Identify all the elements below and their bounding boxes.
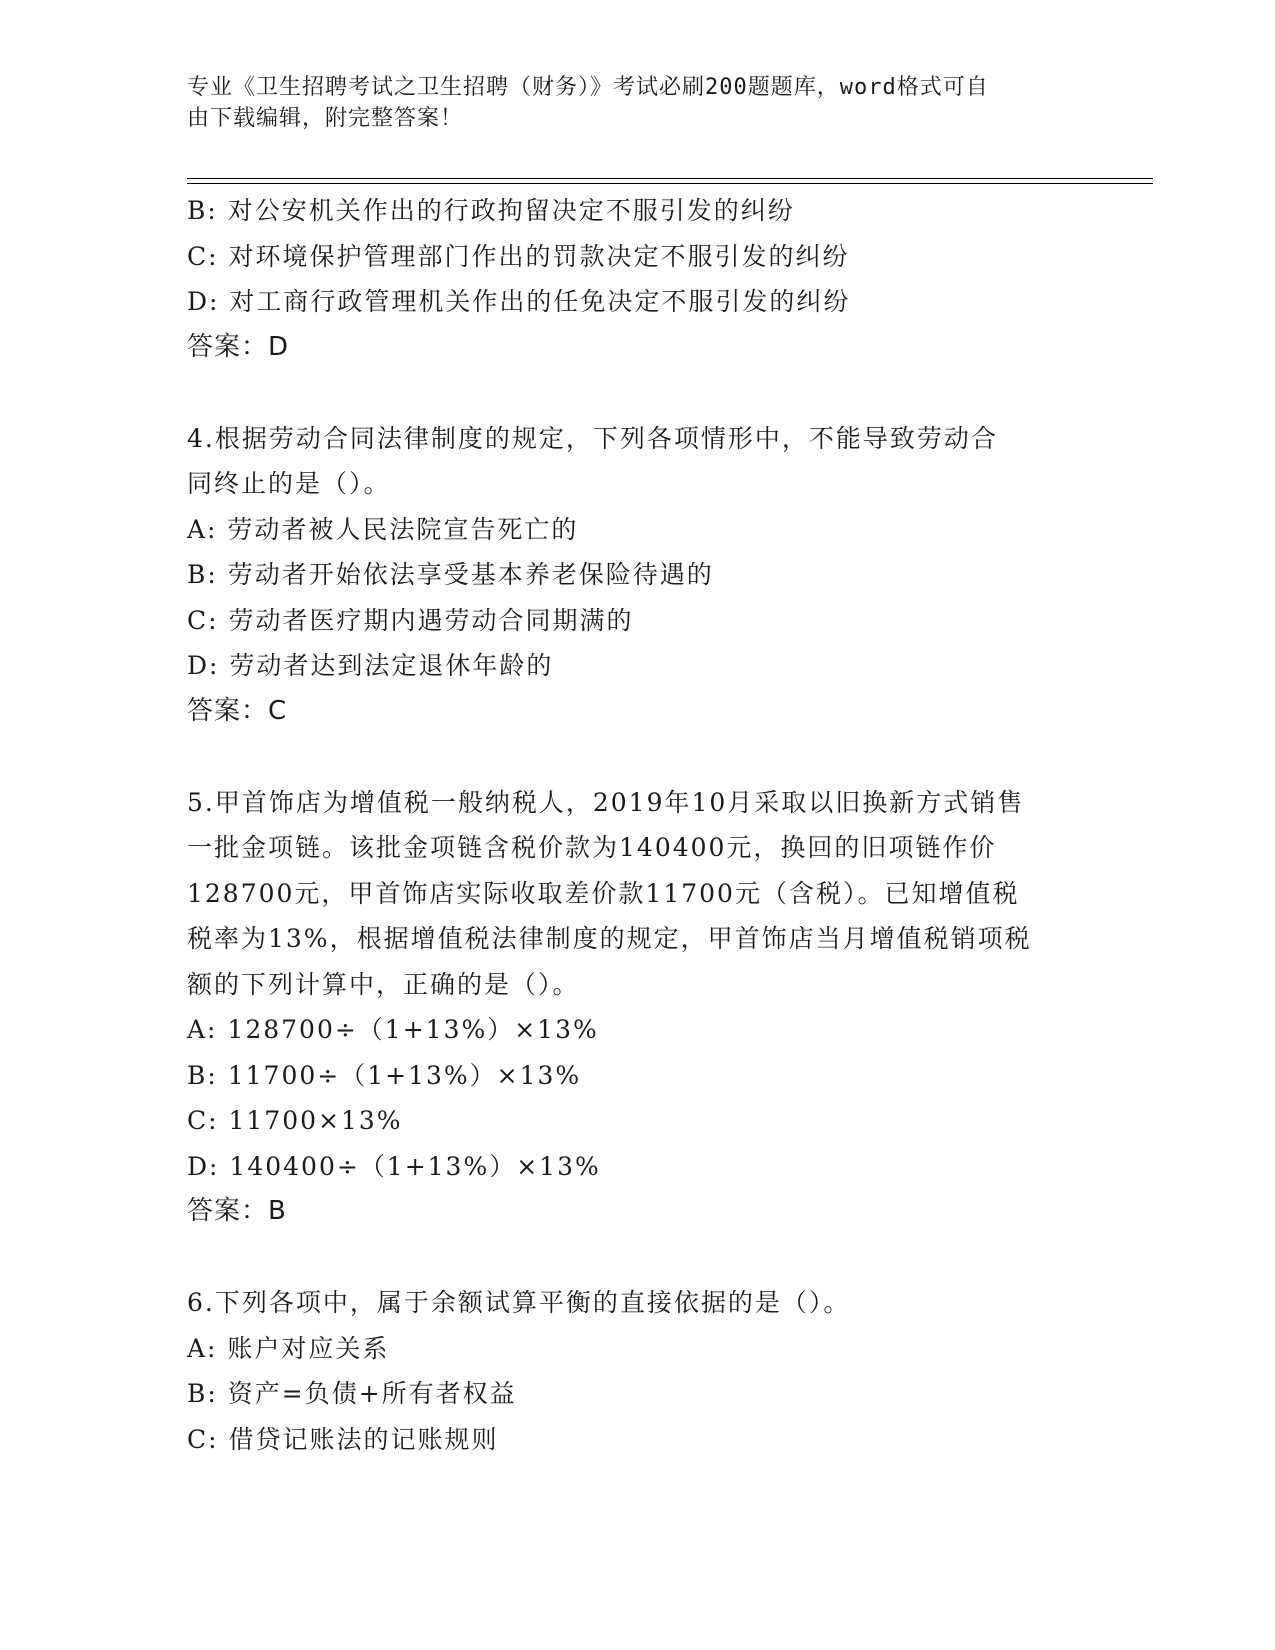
question-stem-line: 税率为13%，根据增值税法律制度的规定，甲首饰店当月增值税销项税 (187, 924, 1032, 953)
option-c: C: 劳动者医疗期内遇劳动合同期满的 (187, 605, 634, 635)
question-stem-line: 同终止的是（）。 (187, 469, 391, 498)
option-c: C: 11700×13% (187, 1106, 403, 1135)
option-d: D: 对工商行政管理机关作出的任免决定不服引发的纠纷 (187, 287, 851, 316)
spacer (187, 1235, 1087, 1281)
document-header (187, 72, 1067, 134)
question-stem-line: 4.根据劳动合同法律制度的规定，下列各项情形中，不能导致劳动合 (187, 423, 998, 453)
question-3 (187, 188, 1087, 370)
question-list (187, 188, 1087, 1462)
option-d: D: 140400÷（1+13%）×13% (187, 1151, 601, 1181)
spacer (187, 370, 1087, 416)
option-a: A: 128700÷（1+13%）×13% (187, 1015, 599, 1044)
option-b: B: 对公安机关作出的行政拘留决定不服引发的纠纷 (187, 196, 795, 225)
question-5 (187, 780, 1087, 1235)
option-b: B: 劳动者开始依法享受基本养老保险待遇的 (187, 560, 714, 589)
question-stem-line: 一批金项链。该批金项链含税价款为140400元，换回的旧项链作价 (187, 833, 997, 862)
question-6 (187, 1280, 1087, 1462)
spacer (187, 734, 1087, 780)
option-d: D: 劳动者达到法定退休年龄的 (187, 651, 554, 680)
option-c: C: 借贷记账法的记账规则 (187, 1424, 499, 1454)
header-line-1: 专业《卫生招聘考试之卫生招聘（财务）》考试必刷200题题库，word格式可自 (187, 75, 989, 100)
header-divider-top (187, 178, 1153, 179)
question-stem-line: 6.下列各项中，属于余额试算平衡的直接依据的是（）。 (187, 1288, 851, 1317)
question-4 (187, 416, 1087, 735)
option-c: C: 对环境保护管理部门作出的罚款决定不服引发的纠纷 (187, 241, 850, 271)
header-line-2: 由下载编辑，附完整答案！ (187, 106, 464, 131)
option-b: B: 11700÷（1+13%）×13% (187, 1060, 582, 1090)
answer: 答案：C (187, 695, 288, 726)
question-stem-line: 额的下列计算中，正确的是（）。 (187, 969, 580, 999)
option-a: A: 劳动者被人民法院宣告死亡的 (187, 514, 579, 544)
question-stem-line: 128700元，甲首饰店实际收取差价款11700元（含税）。已知增值税 (187, 878, 1020, 908)
question-stem-line: 5.甲首饰店为增值税一般纳税人，2019年10月采取以旧换新方式销售 (187, 787, 1025, 817)
option-a: A: 账户对应关系 (187, 1333, 390, 1363)
answer: 答案：D (187, 331, 290, 362)
header-divider-bottom (187, 183, 1153, 184)
answer: 答案：B (187, 1196, 287, 1226)
option-b: B: 资产=负债+所有者权益 (187, 1379, 517, 1408)
